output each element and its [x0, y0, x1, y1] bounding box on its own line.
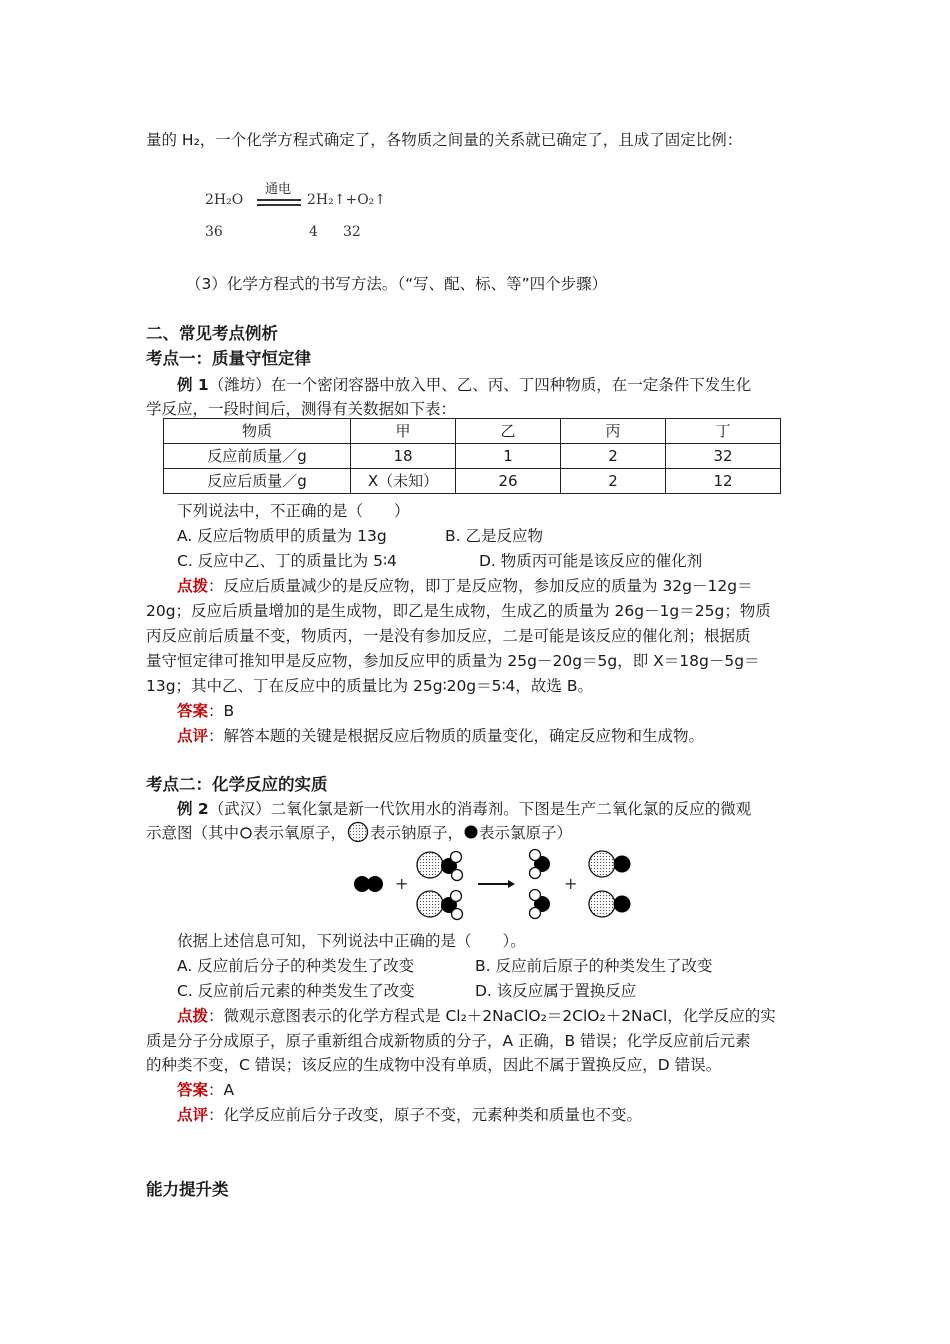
eq-reactant: 2H₂O — [205, 192, 244, 208]
naclo2-molecule — [417, 852, 463, 881]
eq-products: 2H₂↑+O₂↑ — [307, 192, 387, 208]
option-d: D. 该反应属于置换反应 — [475, 982, 637, 1000]
option-b: B. 乙是反应物 — [445, 527, 543, 545]
comment-label: 点评 — [177, 727, 209, 745]
hint-line: 20g；反应后质量增加的是生成物，即乙是生成物，生成乙的质量为 26g－1g＝25g；物质 — [146, 602, 771, 620]
legend-text: 表示氯原子） — [479, 824, 573, 842]
comment-label: 点评 — [177, 1106, 209, 1124]
answer-2 — [177, 1078, 841, 1103]
example-text: （武汉）二氧化氯是新一代饮用水的消毒剂。下图是生产二氧化氯的反应的微观 — [208, 800, 752, 818]
chlorine-atom-icon — [463, 824, 479, 840]
comment-text: ：解答本题的关键是根据反应后物质的质量变化，确定反应物和生成物。 — [208, 727, 705, 745]
table-header-cell: 丙 — [561, 419, 666, 444]
table-row — [164, 444, 781, 469]
eq-line-top — [257, 199, 301, 201]
option-a: A. 反应后物质甲的质量为 13g — [177, 527, 387, 545]
mass-table — [163, 418, 781, 494]
hint-line: 的种类不变，C 错误；该反应的生成物中没有单质，因此不属于置换反应，D 错误。 — [146, 1056, 722, 1074]
plus-sign: + — [564, 874, 578, 893]
mass-hydrogen: 4 — [309, 224, 318, 240]
cl2-molecule — [354, 876, 383, 892]
options-cd — [177, 549, 841, 574]
question-2: 依据上述信息可知，下列说法中正确的是（ ）。 — [177, 932, 526, 950]
eq-condition: 通电 — [265, 182, 292, 197]
electrolysis-equation — [205, 178, 405, 248]
hint-text: ：反应后质量减少的是反应物，即丁是反应物，参加反应的质量为 32g－12g＝ — [208, 577, 753, 595]
table-cell: 反应前质量／g — [164, 444, 351, 469]
option-c: C. 反应前后元素的种类发生了改变 — [177, 982, 415, 1000]
comment-1 — [177, 724, 841, 749]
hint-text: ：微观示意图表示的化学方程式是 Cl₂＋2NaClO₂＝2ClO₂＋2NaCl，化学反应的实 — [208, 1007, 776, 1025]
atom-legend — [146, 821, 810, 846]
example-label: 例 2 — [177, 800, 209, 818]
example-label: 例 1 — [177, 376, 209, 394]
hint-label: 点拨 — [177, 577, 209, 595]
reaction-arrow-icon — [478, 880, 515, 888]
eq-line-bottom — [257, 204, 301, 206]
answer-value: ：A — [208, 1081, 235, 1099]
kp1-title: 考点一：质量守恒定律 — [146, 349, 311, 368]
table-header-cell: 物质 — [164, 419, 351, 444]
writing-steps: （3）化学方程式的书写方法。（“写、配、标、等”四个步骤） — [186, 275, 608, 293]
table-cell: 26 — [456, 469, 561, 494]
table-cell: 32 — [666, 444, 781, 469]
table-cell: 2 — [561, 444, 666, 469]
option-a: A. 反应前后分子的种类发生了改变 — [177, 957, 415, 975]
hint-line: 丙反应前后质量不变，物质丙，一是没有参加反应，二是可能是该反应的催化剂；根据质 — [146, 627, 751, 645]
option-c: C. 反应中乙、丁的质量比为 5∶4 — [177, 552, 397, 570]
hint-label: 点拨 — [177, 1007, 209, 1025]
answer-value: ：B — [208, 702, 235, 720]
table-header-row — [164, 419, 781, 444]
example-1-cont: 学反应，一段时间后，测得有关数据如下表： — [146, 400, 457, 418]
hint-line: 13g；其中乙、丁在反应中的质量比为 25g∶20g＝5∶4，故选 B。 — [146, 677, 593, 695]
table-row — [164, 469, 781, 494]
section-title: 二、常见考点例析 — [146, 324, 278, 343]
answer-label: 答案 — [177, 1081, 209, 1099]
clo2-molecule — [530, 850, 551, 879]
reaction-diagram — [350, 846, 640, 922]
table-cell: 1 — [456, 444, 561, 469]
hint-2 — [177, 1004, 841, 1029]
kp2-title: 考点二：化学反应的实质 — [146, 775, 328, 794]
section3-title: 能力提升类 — [146, 1180, 229, 1199]
answer-label: 答案 — [177, 702, 209, 720]
legend-text: 表示氧原子， — [253, 824, 347, 842]
nacl-molecule — [589, 891, 631, 917]
mass-oxygen: 32 — [343, 224, 361, 240]
example-text: （潍坊）在一个密闭容器中放入甲、乙、丙、丁四种物质，在一定条件下发生化 — [208, 376, 752, 394]
option-d: D. 物质丙可能是该反应的催化剂 — [479, 552, 703, 570]
options-ab — [177, 524, 841, 549]
mass-water: 36 — [205, 224, 223, 240]
plus-sign: + — [395, 874, 409, 893]
sodium-atom-icon — [346, 821, 370, 843]
hint-1 — [177, 574, 841, 599]
table-cell: X（未知） — [351, 469, 456, 494]
table-cell: 12 — [666, 469, 781, 494]
table-header-cell: 甲 — [351, 419, 456, 444]
table-cell: 18 — [351, 444, 456, 469]
nacl-molecule — [589, 851, 631, 877]
options-cd — [177, 979, 841, 1004]
option-b: B. 反应前后原子的种类发生了改变 — [475, 957, 713, 975]
legend-text: 表示钠原子， — [370, 824, 464, 842]
answer-1 — [177, 699, 841, 724]
comment-2 — [177, 1103, 841, 1128]
intro-line: 量的 H₂，一个化学方程式确定了，各物质之间量的关系就已确定了，且成了固定比例： — [146, 131, 743, 149]
question-1: 下列说法中，不正确的是（ ） — [177, 502, 410, 520]
table-header-cell: 丁 — [666, 419, 781, 444]
table-cell: 2 — [561, 469, 666, 494]
options-ab — [177, 954, 841, 979]
oxygen-atom-icon — [239, 825, 253, 839]
legend-text: 示意图（其中 — [146, 824, 240, 842]
comment-text: ：化学反应前后分子改变，原子不变，元素种类和质量也不变。 — [208, 1106, 643, 1124]
hint-line: 量守恒定律可推知甲是反应物，参加反应甲的质量为 25g－20g＝5g，即 X＝18g－5g＝ — [146, 652, 760, 670]
naclo2-molecule — [417, 891, 463, 920]
example-2 — [177, 797, 841, 822]
clo2-molecule — [530, 890, 551, 919]
table-header-cell: 乙 — [456, 419, 561, 444]
table-cell: 反应后质量／g — [164, 469, 351, 494]
hint-line: 质是分子分成原子，原子重新组合成新物质的分子，A 正确，B 错误；化学反应前后元素 — [146, 1032, 751, 1050]
example-1 — [177, 373, 841, 398]
